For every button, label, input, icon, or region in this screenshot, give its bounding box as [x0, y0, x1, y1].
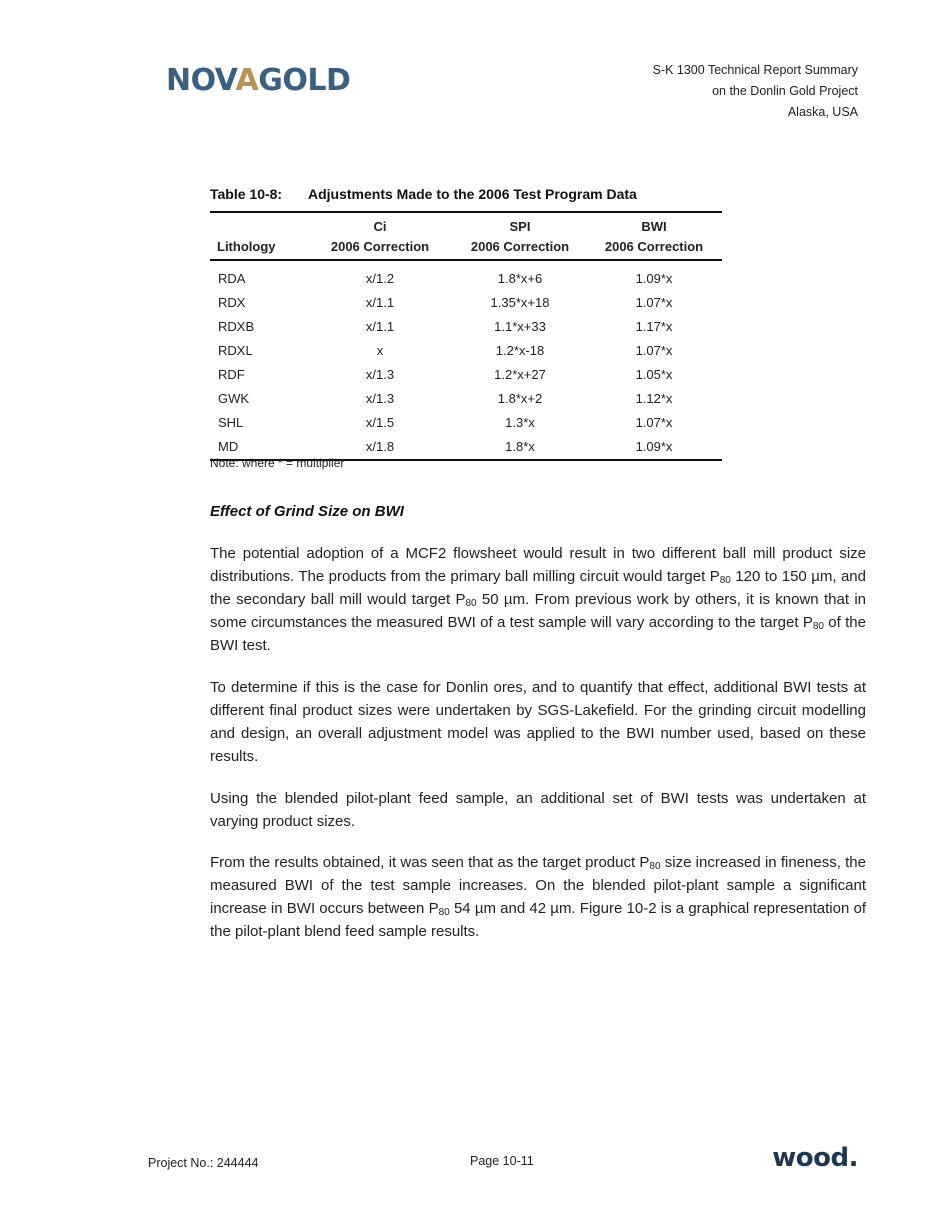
header-cell-correction: 2006 Correction [586, 235, 722, 260]
section-heading: Effect of Grind Size on BWI [210, 503, 404, 520]
ci-cell: x/1.1 [365, 318, 395, 334]
paragraph-1 [210, 542, 866, 657]
table-row [210, 260, 722, 290]
subscript: 80 [719, 575, 731, 586]
bwi-cell: 1.05*x [635, 366, 673, 382]
lithology-cell: SHL [218, 414, 244, 430]
ci-cell: x/1.3 [365, 366, 395, 382]
wood-logo: wood. [772, 1143, 858, 1173]
paragraph-4 [210, 851, 866, 943]
table-row [210, 338, 722, 362]
paragraph-text: 50 µm. From previous work by others, it is known that in some circumstances the measured BWI of a test sample will vary according to the target P [210, 591, 866, 631]
bwi-cell: 1.09*x [635, 270, 673, 286]
logo-triangle-icon: A [235, 63, 259, 98]
ci-cell: x [376, 342, 384, 358]
adjustments-table [210, 211, 722, 461]
paragraph-3: Using the blended pilot-plant feed sample, an additional set of BWI tests was undertaken at varying product sizes. [210, 790, 866, 830]
table-row [210, 386, 722, 410]
lithology-cell: RDXB [218, 318, 255, 334]
spi-cell: 1.1*x+33 [494, 318, 546, 334]
bwi-cell: 1.09*x [586, 434, 722, 460]
table-number: Table 10-8: [210, 186, 283, 202]
table-header-row-top [210, 212, 722, 235]
logo-text-pre: NOV [166, 63, 236, 98]
paragraph-text: 54 µm and 42 µm. Figure 10-2 is a graphical representation of the pilot-plant blend feed sample results. [210, 900, 867, 940]
paragraph-text: of the BWI test. [210, 614, 866, 654]
subscript: 80 [649, 861, 661, 872]
header-cell-correction: 2006 Correction [306, 235, 454, 260]
header-cell-lithology: Lithology [210, 235, 306, 260]
novagold-logo [166, 64, 350, 98]
ci-cell: x/1.8 [306, 434, 454, 460]
header-line-3: Alaska, USA [787, 105, 858, 119]
paragraph-text: From the results obtained, it was seen that as the target product P [210, 854, 650, 871]
table-row [210, 410, 722, 434]
bwi-cell: 1.07*x [635, 414, 673, 430]
page-number: Page 10-11 [470, 1154, 534, 1168]
lithology-cell: RDA [218, 270, 246, 286]
lithology-cell: RDX [218, 294, 246, 310]
header-line-2: on the Donlin Gold Project [712, 84, 858, 98]
spi-cell: 1.8*x [454, 434, 586, 460]
ci-cell: x/1.5 [365, 414, 395, 430]
lithology-cell: GWK [218, 390, 250, 406]
bwi-cell: 1.12*x [635, 390, 673, 406]
paragraph-text: The potential adoption of a MCF2 flowsheet would result in two different ball mill product size distributions. The products from the primary ball milling circuit would target P [210, 545, 866, 585]
table-row [210, 314, 722, 338]
project-number: Project No.: 244444 [148, 1156, 259, 1170]
lithology-cell: MD [210, 434, 306, 460]
table-note: Note: where * = multiplier [210, 456, 345, 470]
subscript: 80 [438, 907, 450, 918]
table-header-row-bottom [210, 235, 722, 260]
header-cell-correction: 2006 Correction [454, 235, 586, 260]
paragraph-2: To determine if this is the case for Donlin ores, and to quantify that effect, additional BWI tests at different final product sizes were undertaken by SGS-Lakefield. For the grinding circuit modelling and design, an overall adjustment model was applied to the BWI number used, based on these results. [210, 679, 866, 765]
header-line-1: S-K 1300 Technical Report Summary [652, 63, 858, 77]
logo-text-post: GOLD [258, 63, 351, 98]
spi-cell: 1.3*x [505, 414, 535, 430]
table-caption [210, 186, 637, 202]
spi-cell: 1.8*x+6 [497, 270, 543, 286]
header-cell [210, 212, 306, 235]
paragraph-text: 120 to 150 µm, and the secondary ball mill would target P [210, 568, 866, 608]
header-cell-spi: SPI [454, 212, 586, 235]
header-cell-ci: Ci [306, 212, 454, 235]
spi-cell: 1.8*x+2 [497, 390, 543, 406]
paragraph-text: size increased in fineness, the measured BWI of the test sample increases. On the blended pilot-plant sample a significant increase in BWI occurs between P [210, 854, 866, 917]
lithology-cell: RDXL [218, 342, 253, 358]
ci-cell: x/1.3 [365, 390, 395, 406]
bwi-cell: 1.07*x [635, 342, 673, 358]
ci-cell: x/1.1 [365, 294, 395, 310]
subscript: 80 [465, 598, 477, 609]
lithology-cell: RDF [218, 366, 245, 382]
ci-cell: x/1.2 [365, 270, 395, 286]
subscript: 80 [812, 621, 824, 632]
table-row [210, 362, 722, 386]
report-header [653, 60, 858, 123]
header-cell-bwi: BWI [586, 212, 722, 235]
spi-cell: 1.35*x+18 [490, 294, 550, 310]
table-row [210, 290, 722, 314]
bwi-cell: 1.07*x [635, 294, 673, 310]
bwi-cell: 1.17*x [635, 318, 673, 334]
spi-cell: 1.2*x+27 [494, 366, 546, 382]
table-title: Adjustments Made to the 2006 Test Program Data [308, 186, 637, 202]
spi-cell: 1.2*x-18 [495, 342, 545, 358]
